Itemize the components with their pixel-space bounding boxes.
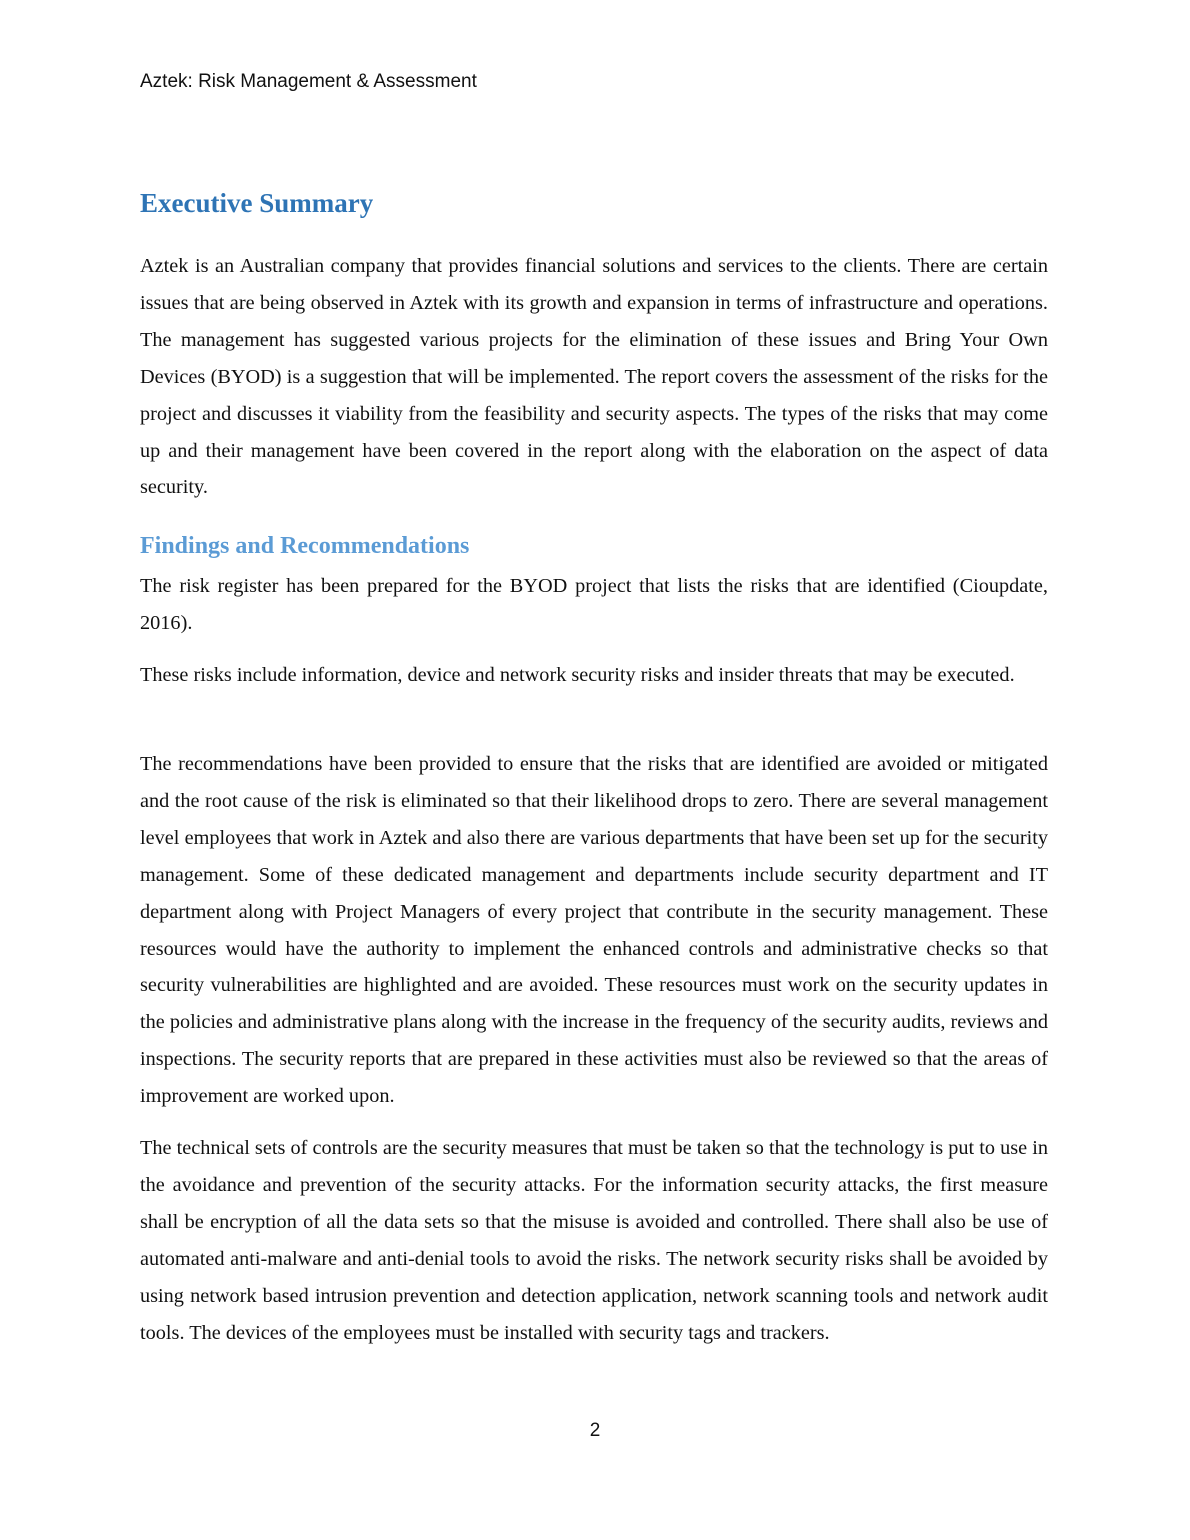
findings-paragraph-2: These risks include information, device and network security risks and insider threats that may be executed. <box>140 664 1015 686</box>
executive-summary-paragraph: Aztek is an Australian company that provides financial solutions and services to the clients. There are certain issues that are being observed in Aztek with its growth and expansion in terms of infrastructure and operations. The management has suggested various projects for the elimination of these issues and Bring Your Own Devices (BYOD) is a suggestion that will be implemented. The report covers the assessment of the risks for the project and discusses it viability from the feasibility and security aspects. The types of the risks that may come up and their management have been covered in the report along with the elaboration on the aspect of data security. <box>140 255 1048 499</box>
findings-paragraph-1: The risk register has been prepared for the BYOD project that lists the risks that are identified (Cioupdate, 2016). <box>140 575 1048 634</box>
executive-summary-heading: Executive Summary <box>140 188 374 218</box>
findings-heading: Findings and Recommendations <box>140 533 470 559</box>
page-header: Aztek: Risk Management & Assessment <box>140 71 477 92</box>
findings-paragraph-4: The technical sets of controls are the security measures that must be taken so that the technology is put to use in the avoidance and prevention of the security attacks. For the information security attacks, the first measure shall be encryption of all the data sets so that the misuse is avoided and controlled. There shall also be use of automated anti-malware and anti-denial tools to avoid the risks. The network security risks shall be avoided by using network based intrusion prevention and detection application, network scanning tools and network audit tools. The devices of the employees must be installed with security tags and trackers. <box>140 1137 1048 1344</box>
findings-paragraph-3: The recommendations have been provided to ensure that the risks that are identified are avoided or mitigated and the root cause of the risk is eliminated so that their likelihood drops to zero. There are several management level employees that work in Aztek and also there are various departments that have been set up for the security management. Some of these dedicated management and departments include security department and IT department along with Project Managers of every project that contribute in the security management. These resources would have the authority to implement the enhanced controls and administrative checks so that security vulnerabilities are highlighted and are avoided. These resources must work on the security updates in the policies and administrative plans along with the increase in the frequency of the security audits, reviews and inspections. The security reports that are prepared in these activities must also be reviewed so that the areas of improvement are worked upon. <box>140 753 1048 1108</box>
page-number: 2 <box>589 1420 601 1441</box>
